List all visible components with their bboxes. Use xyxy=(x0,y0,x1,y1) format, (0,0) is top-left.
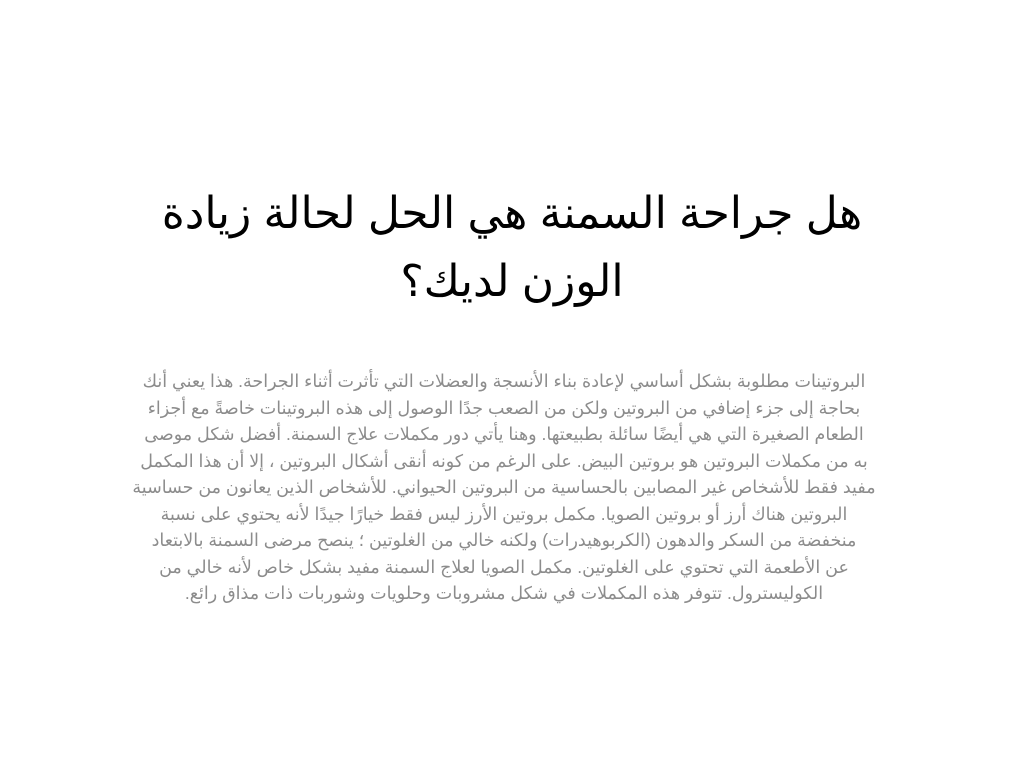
body-line: عن الأطعمة التي تحتوي على الغلوتين. مكمل الصويا لعلاج السمنة مفيد بشكل خاص لأنه خالي من xyxy=(159,556,849,577)
body-line: منخفضة من السكر والدهون (الكربوهيدرات) ولكنه خالي من الغلوتين ؛ ينصح مرضى السمنة بالابتعاد xyxy=(151,530,857,550)
slide-title xyxy=(100,180,924,316)
body-line: بحاجة إلى جزء إضافي من البروتين ولكن من الصعب جدًا الوصول إلى هذه البروتينات خاصةً مع أجزاء xyxy=(147,397,861,418)
title-line: الوزن لديك؟ xyxy=(400,257,624,306)
body-line: الكوليسترول. تتوفر هذه المكملات في شكل مشروبات وحلويات وشوربات ذات مذاق رائع. xyxy=(184,583,824,603)
title-line: هل جراحة السمنة هي الحل لحالة زيادة xyxy=(161,189,863,238)
body-line: البروتين هناك أرز أو بروتين الصويا. مكمل بروتين الأرز ليس فقط خيارًا جيدًا لأنه يحتوي على نسبة xyxy=(160,503,848,524)
body-line: البروتينات مطلوبة بشكل أساسي لإعادة بناء الأنسجة والعضلات التي تأثرت أثناء الجراحة. هذا يعني أنك xyxy=(142,371,866,391)
slide-body-text xyxy=(104,368,904,607)
body-line: مفيد فقط للأشخاص غير المصابين بالحساسية من البروتين الحيواني. للأشخاص الذين يعانون من حساسية xyxy=(132,477,876,497)
body-line: الطعام الصغيرة التي هي أيضًا سائلة بطبيعتها. وهنا يأتي دور مكملات علاج السمنة. أفضل شكل موصى xyxy=(144,424,864,444)
body-line: به من مكملات البروتين هو بروتين البيض. على الرغم من كونه أنقى أشكال البروتين ، إلا أن هذا المكمل xyxy=(140,450,868,471)
